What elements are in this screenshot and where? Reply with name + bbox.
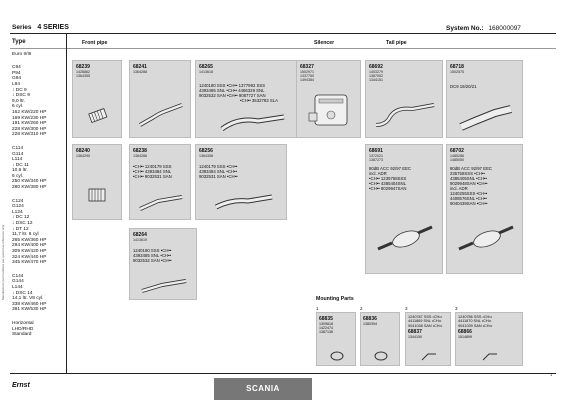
tail-pipe-illustration: [455, 101, 517, 133]
column-rule: [10, 48, 556, 49]
type-column: [12, 40, 60, 346]
approval-note: incl. ADR: [450, 186, 468, 191]
silencer-pipe-illustration: [372, 209, 438, 269]
type-line: ↓ DSC 9: [12, 93, 30, 99]
page-number: 1: [550, 372, 553, 377]
type-line: 6 cyl.: [12, 173, 24, 179]
part-code: 68836: [363, 316, 377, 322]
front-pipe-heading: Front pipe: [82, 40, 108, 46]
type-line: C124: [12, 198, 24, 204]
type-line: 391 KW/530 HP: [12, 307, 47, 313]
type-groups: [12, 52, 60, 338]
silencer-heading: Silencer: [314, 40, 335, 46]
type-line: 250 KW/340 HP: [12, 179, 47, 185]
type-line: 14,1 ltr. V8 cyl.: [12, 296, 44, 302]
ernst-logo: Ernst: [12, 382, 30, 389]
type-group: [12, 321, 60, 338]
part-card-68265[interactable]: [195, 60, 307, 138]
oe-number: 1422474: [319, 326, 333, 330]
cross-reference-line: 4411870 SNL •CH••: [458, 319, 492, 324]
type-line: G114: [12, 151, 24, 157]
series-label-text: Series: [12, 24, 32, 31]
mounting-index: 3: [405, 306, 408, 311]
bracket-icon: [481, 350, 499, 362]
footer-rule: [10, 373, 556, 374]
part-code: 68264: [133, 232, 147, 238]
mounting-index: 1: [316, 306, 319, 311]
cross-reference-line: 9032532 SAN •CH••: [133, 258, 172, 263]
type-line: ↓ DT 12: [12, 226, 29, 232]
brand-label: SCANIA: [246, 384, 280, 393]
part-code: 68835: [319, 316, 333, 322]
part-code: 68240: [76, 148, 90, 154]
mounting-index: 3: [455, 306, 458, 311]
bracket-icon: [420, 350, 438, 362]
oe-number: 1387136: [319, 330, 333, 334]
clamp-icon: [372, 350, 390, 362]
approval-note: 80dB ACC 92/97 EEC: [369, 166, 412, 171]
cross-reference-line: •CH•• 9029947SAN: [369, 186, 407, 191]
oe-number: 1380394: [363, 322, 377, 326]
cross-reference-line: 1240786 SSS •CH••: [458, 315, 492, 319]
oe-number: 1502971: [300, 70, 314, 74]
type-line: ↓ DC 12: [12, 215, 30, 221]
oe-number: 1364286: [133, 154, 147, 158]
part-code: 68265: [199, 64, 213, 70]
type-line: 280 KW/380 HP: [12, 185, 47, 191]
part-card-68239[interactable]: [72, 60, 122, 138]
type-line: ↓ DC 11: [12, 162, 29, 168]
cross-reference-line: 4385405SNL •CH••: [450, 176, 487, 181]
mounting-part-card[interactable]: [316, 312, 356, 366]
approval-note: incl. ADR: [369, 171, 387, 176]
type-line: C94: [12, 65, 21, 71]
cross-reference-line: •CH•• 9032531 SAN: [133, 174, 172, 179]
type-label: Type: [12, 39, 26, 45]
flex-pipe-illustration: [85, 103, 111, 129]
front-pipe-illustration: [218, 109, 288, 135]
type-line: 162 KW/220 HP: [12, 109, 47, 115]
part-code: 68702: [450, 148, 464, 154]
cross-reference-line: 4408576SNL •CH••: [450, 196, 487, 201]
type-line: Standard: [12, 332, 32, 338]
type-line: 10,6 ltr.: [12, 168, 28, 174]
type-line: G144: [12, 279, 24, 285]
silencer-illustration: [305, 87, 355, 133]
oe-number: 1428862: [76, 70, 90, 74]
oe-number: 1413619: [133, 238, 147, 242]
cross-reference-line: 1240180 SSS •CH••: [133, 248, 172, 253]
part-code: 68241: [133, 64, 147, 70]
type-line: 228 KW/300 HP: [12, 126, 47, 132]
oe-number: 1364355: [76, 74, 90, 78]
mounting-part-card[interactable]: [360, 312, 400, 366]
part-code: 68692: [369, 64, 383, 70]
part-card-68264[interactable]: [129, 228, 197, 300]
front-pipe-illustration: [136, 99, 186, 131]
oe-number: 1344151: [369, 78, 383, 82]
oe-number: 1344150: [408, 335, 422, 340]
cross-reference-line: •CH•• 1235758SSS: [369, 176, 407, 181]
type-group: [12, 52, 60, 58]
type-line: 294 KW/400 HP: [12, 243, 47, 249]
type-group: [12, 146, 60, 191]
oe-number: 1372021: [369, 154, 383, 158]
part-card-68256[interactable]: [195, 144, 287, 220]
part-card-68241[interactable]: [129, 60, 191, 138]
oe-number: 1387273: [369, 158, 383, 162]
tail-pipe-heading: Tail pipe: [386, 40, 407, 46]
type-line: C144: [12, 273, 24, 279]
series-value: 4 SERIES: [37, 24, 69, 31]
type-line: ↓ DC 9: [12, 87, 27, 93]
cross-reference-line: 4393485 SNL •CH•• 4466329 SNL: [199, 88, 265, 93]
type-group: [12, 199, 60, 266]
flex-pipe-illustration: [83, 181, 111, 209]
type-line: 338 KW/460 HP: [12, 301, 47, 307]
oe-number: 1413618: [199, 70, 213, 74]
oe-number: 1485050: [450, 158, 464, 162]
front-pipe-illustration: [212, 189, 276, 215]
cross-reference-line: 9041038 SAN •CH••: [408, 323, 443, 328]
type-line: ↓ DSC 14: [12, 290, 33, 296]
type-line: 9,0 ltr.: [12, 98, 26, 104]
part-code: 68718: [450, 64, 464, 70]
type-line: LHD/RHD: [12, 326, 34, 332]
cross-reference-line: 4393485 SNL •CH••: [133, 253, 172, 258]
cross-reference-line: 9032532 SAN •CH•• 9087727 SAN: [199, 93, 266, 98]
type-line: 324 KW/440 HP: [12, 254, 47, 260]
type-line: 309 KW/420 HP: [12, 249, 47, 254]
type-line: L94: [12, 81, 21, 87]
type-line: 6 cyl.: [12, 104, 24, 110]
type-line: L114: [12, 157, 23, 163]
type-divider: [66, 33, 67, 373]
type-line: 191 KW/260 HP: [12, 121, 47, 127]
type-line: 11,7 ltr. 6 cyl: [12, 232, 39, 238]
cross-reference-line: •CH•• 4385404SNL: [369, 181, 406, 186]
part-card-68240[interactable]: [72, 144, 122, 220]
type-line: G94: [12, 76, 22, 82]
part-card-68718[interactable]: [446, 60, 523, 138]
part-card-68692[interactable]: [365, 60, 443, 138]
part-code: 68691: [369, 148, 383, 154]
type-line: L144: [12, 284, 23, 290]
cross-reference-line: •CH•• 1240179 SSS: [133, 164, 172, 169]
part-code: 68238: [133, 148, 147, 154]
application-note: DC9 19/20/21: [450, 84, 477, 89]
part-card-68238[interactable]: [129, 144, 191, 220]
system-value: 168000097: [488, 25, 521, 32]
type-line: 228 KW/310 HP: [12, 132, 47, 138]
oe-number: 1364290: [76, 154, 90, 158]
type-line: P94: [12, 70, 21, 76]
type-line: 265 KW/360 HP: [12, 237, 47, 243]
cross-reference-line: 9029948SAN •CH••: [450, 181, 488, 186]
oe-number: 1364288: [133, 70, 147, 74]
cross-reference-line: 235758SSS •CH••: [450, 171, 485, 176]
type-line: Horizontal: [12, 320, 34, 326]
part-code: 68327: [300, 64, 314, 70]
type-line: 169 KW/230 HP: [12, 115, 47, 121]
cross-reference-line: 1240787 SSS •CH••: [408, 315, 442, 319]
part-card-68327[interactable]: [296, 60, 361, 138]
mounting-part-card[interactable]: [405, 312, 451, 366]
brand-bar: [214, 378, 312, 400]
part-code: 68837: [408, 329, 422, 336]
cross-reference-line: •CH•• 4393484 SNL: [133, 169, 172, 174]
part-code: 68866: [458, 329, 472, 336]
cross-reference-line: •CH•• 3532783 SLA: [240, 98, 278, 103]
type-line: G124: [12, 204, 24, 210]
type-line: C114: [12, 145, 24, 151]
side-note: Manufacturer part numbers are quoted as reference only: [1, 224, 5, 300]
type-line: ↓ DSC 12: [12, 221, 33, 227]
type-line: Euro II/III: [12, 51, 32, 57]
mounting-parts-heading: Mounting Parts: [316, 296, 354, 302]
mounting-index: 2: [360, 306, 363, 311]
cross-reference-line: 1240180 SSS •CH•• 1377992 SSS: [199, 83, 266, 88]
cross-reference-line: 9041039 SAN •CH••: [458, 323, 493, 328]
front-pipe-illustration: [138, 273, 190, 297]
type-line: 345 KW/470 HP: [12, 260, 47, 266]
mounting-part-card[interactable]: [455, 312, 523, 366]
oe-number: 1485286: [450, 154, 464, 158]
part-code: 68256: [199, 148, 213, 154]
cross-reference-line: 1240179 SSS •CH••: [199, 164, 238, 169]
part-card-68691[interactable]: [365, 144, 443, 274]
system-number: [446, 25, 521, 32]
type-group: [12, 274, 60, 313]
cross-reference-line: 1240255SSS •CH••: [450, 191, 488, 196]
oe-number: 1387052: [369, 74, 383, 78]
cross-reference-line: 9032531 SAN •CH••: [199, 174, 238, 179]
cross-reference-line: 4393484 SNL •CH••: [199, 169, 238, 174]
cross-reference-line: 9040439SAN •CH••: [450, 201, 488, 206]
header-rule: [10, 33, 556, 34]
oe-number: 1309818: [319, 322, 333, 326]
cross-reference-line: 4411869 SNL •CH••: [408, 319, 442, 324]
oe-number: 1514899: [458, 335, 472, 340]
oe-number: 1364358: [199, 154, 213, 158]
type-group: [12, 65, 60, 138]
clamp-icon: [328, 350, 346, 362]
series-label: [12, 24, 69, 31]
tail-pipe-illustration: [372, 97, 438, 131]
part-card-68702[interactable]: [446, 144, 523, 274]
oe-number: 1337750: [300, 74, 314, 78]
system-label: System No.:: [446, 25, 484, 32]
type-line: L124: [12, 209, 23, 215]
silencer-pipe-illustration: [453, 215, 519, 269]
oe-number: 1502575: [450, 70, 464, 74]
part-code: 68239: [76, 64, 90, 70]
front-pipe-illustration: [136, 189, 186, 215]
oe-number: 1494384: [300, 78, 314, 82]
approval-note: 80dB ACC 92/97 EEC: [450, 166, 493, 171]
oe-number: 1403279: [369, 70, 383, 74]
